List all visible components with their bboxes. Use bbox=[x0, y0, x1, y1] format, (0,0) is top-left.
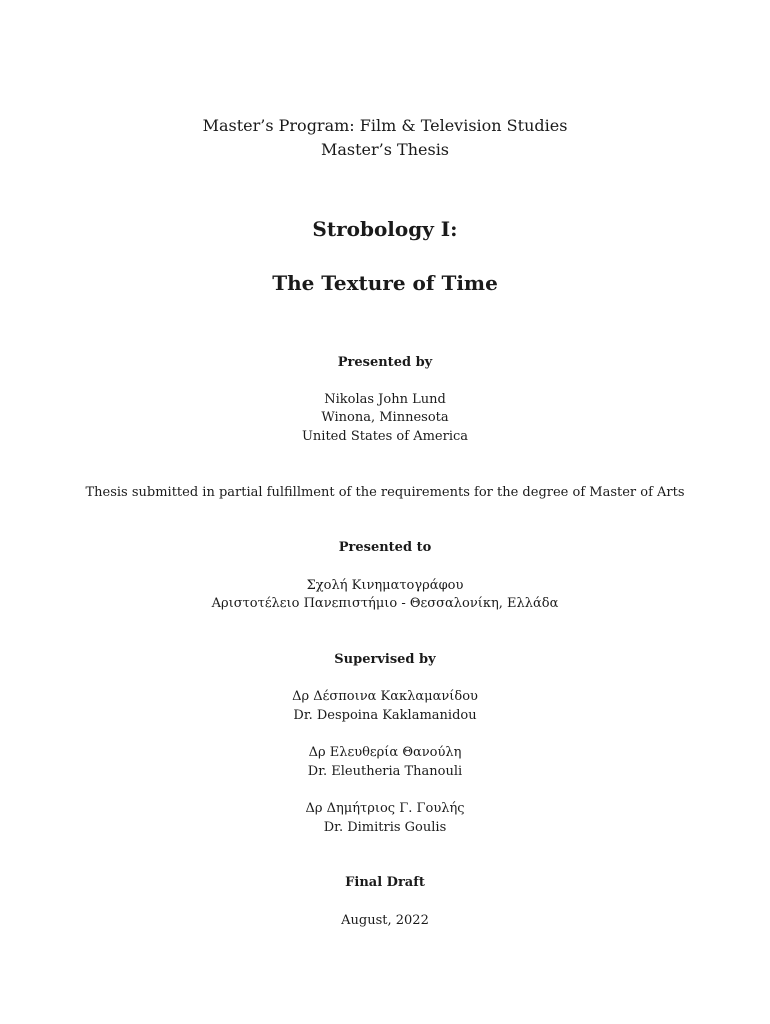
supervisor-3-latin: Dr. Dimitris Goulis bbox=[323, 820, 447, 835]
supervisor-1-greek: Δρ Δέσποινα Κακλαμανίδου bbox=[292, 689, 478, 704]
draft-status: Final Draft bbox=[345, 875, 425, 890]
document-type: Master’s Thesis bbox=[320, 140, 450, 159]
degree-statement: Thesis submitted in partial fulfillment of the requirements for the degree of Master of Arts bbox=[85, 485, 685, 500]
presented-by-heading: Presented by bbox=[337, 355, 433, 370]
program-line: Master’s Program: Film & Television Studies bbox=[202, 116, 568, 135]
author-name: Nikolas John Lund bbox=[324, 392, 446, 407]
supervisor-2-latin: Dr. Eleutheria Thanouli bbox=[307, 764, 463, 779]
supervisor-1-latin: Dr. Despoina Kaklamanidou bbox=[293, 708, 477, 723]
thesis-subtitle: The Texture of Time bbox=[272, 271, 498, 295]
author-country: United States of America bbox=[301, 429, 469, 444]
supervised-by-heading: Supervised by bbox=[334, 652, 436, 667]
supervisor-2-greek: Δρ Ελευθερία Θανούλη bbox=[308, 745, 462, 760]
author-city: Winona, Minnesota bbox=[321, 410, 449, 425]
university-name: Αριστοτέλειο Πανεπιστήμιο - Θεσσαλονίκη, Ελλάδα bbox=[211, 596, 559, 611]
school-name: Σχολή Κινηματογράφου bbox=[306, 578, 464, 593]
thesis-title: Strobology I: bbox=[312, 217, 458, 241]
presented-to-heading: Presented to bbox=[338, 540, 432, 555]
supervisor-3-greek: Δρ Δημήτριος Γ. Γουλής bbox=[305, 801, 465, 816]
draft-date: August, 2022 bbox=[341, 913, 429, 928]
